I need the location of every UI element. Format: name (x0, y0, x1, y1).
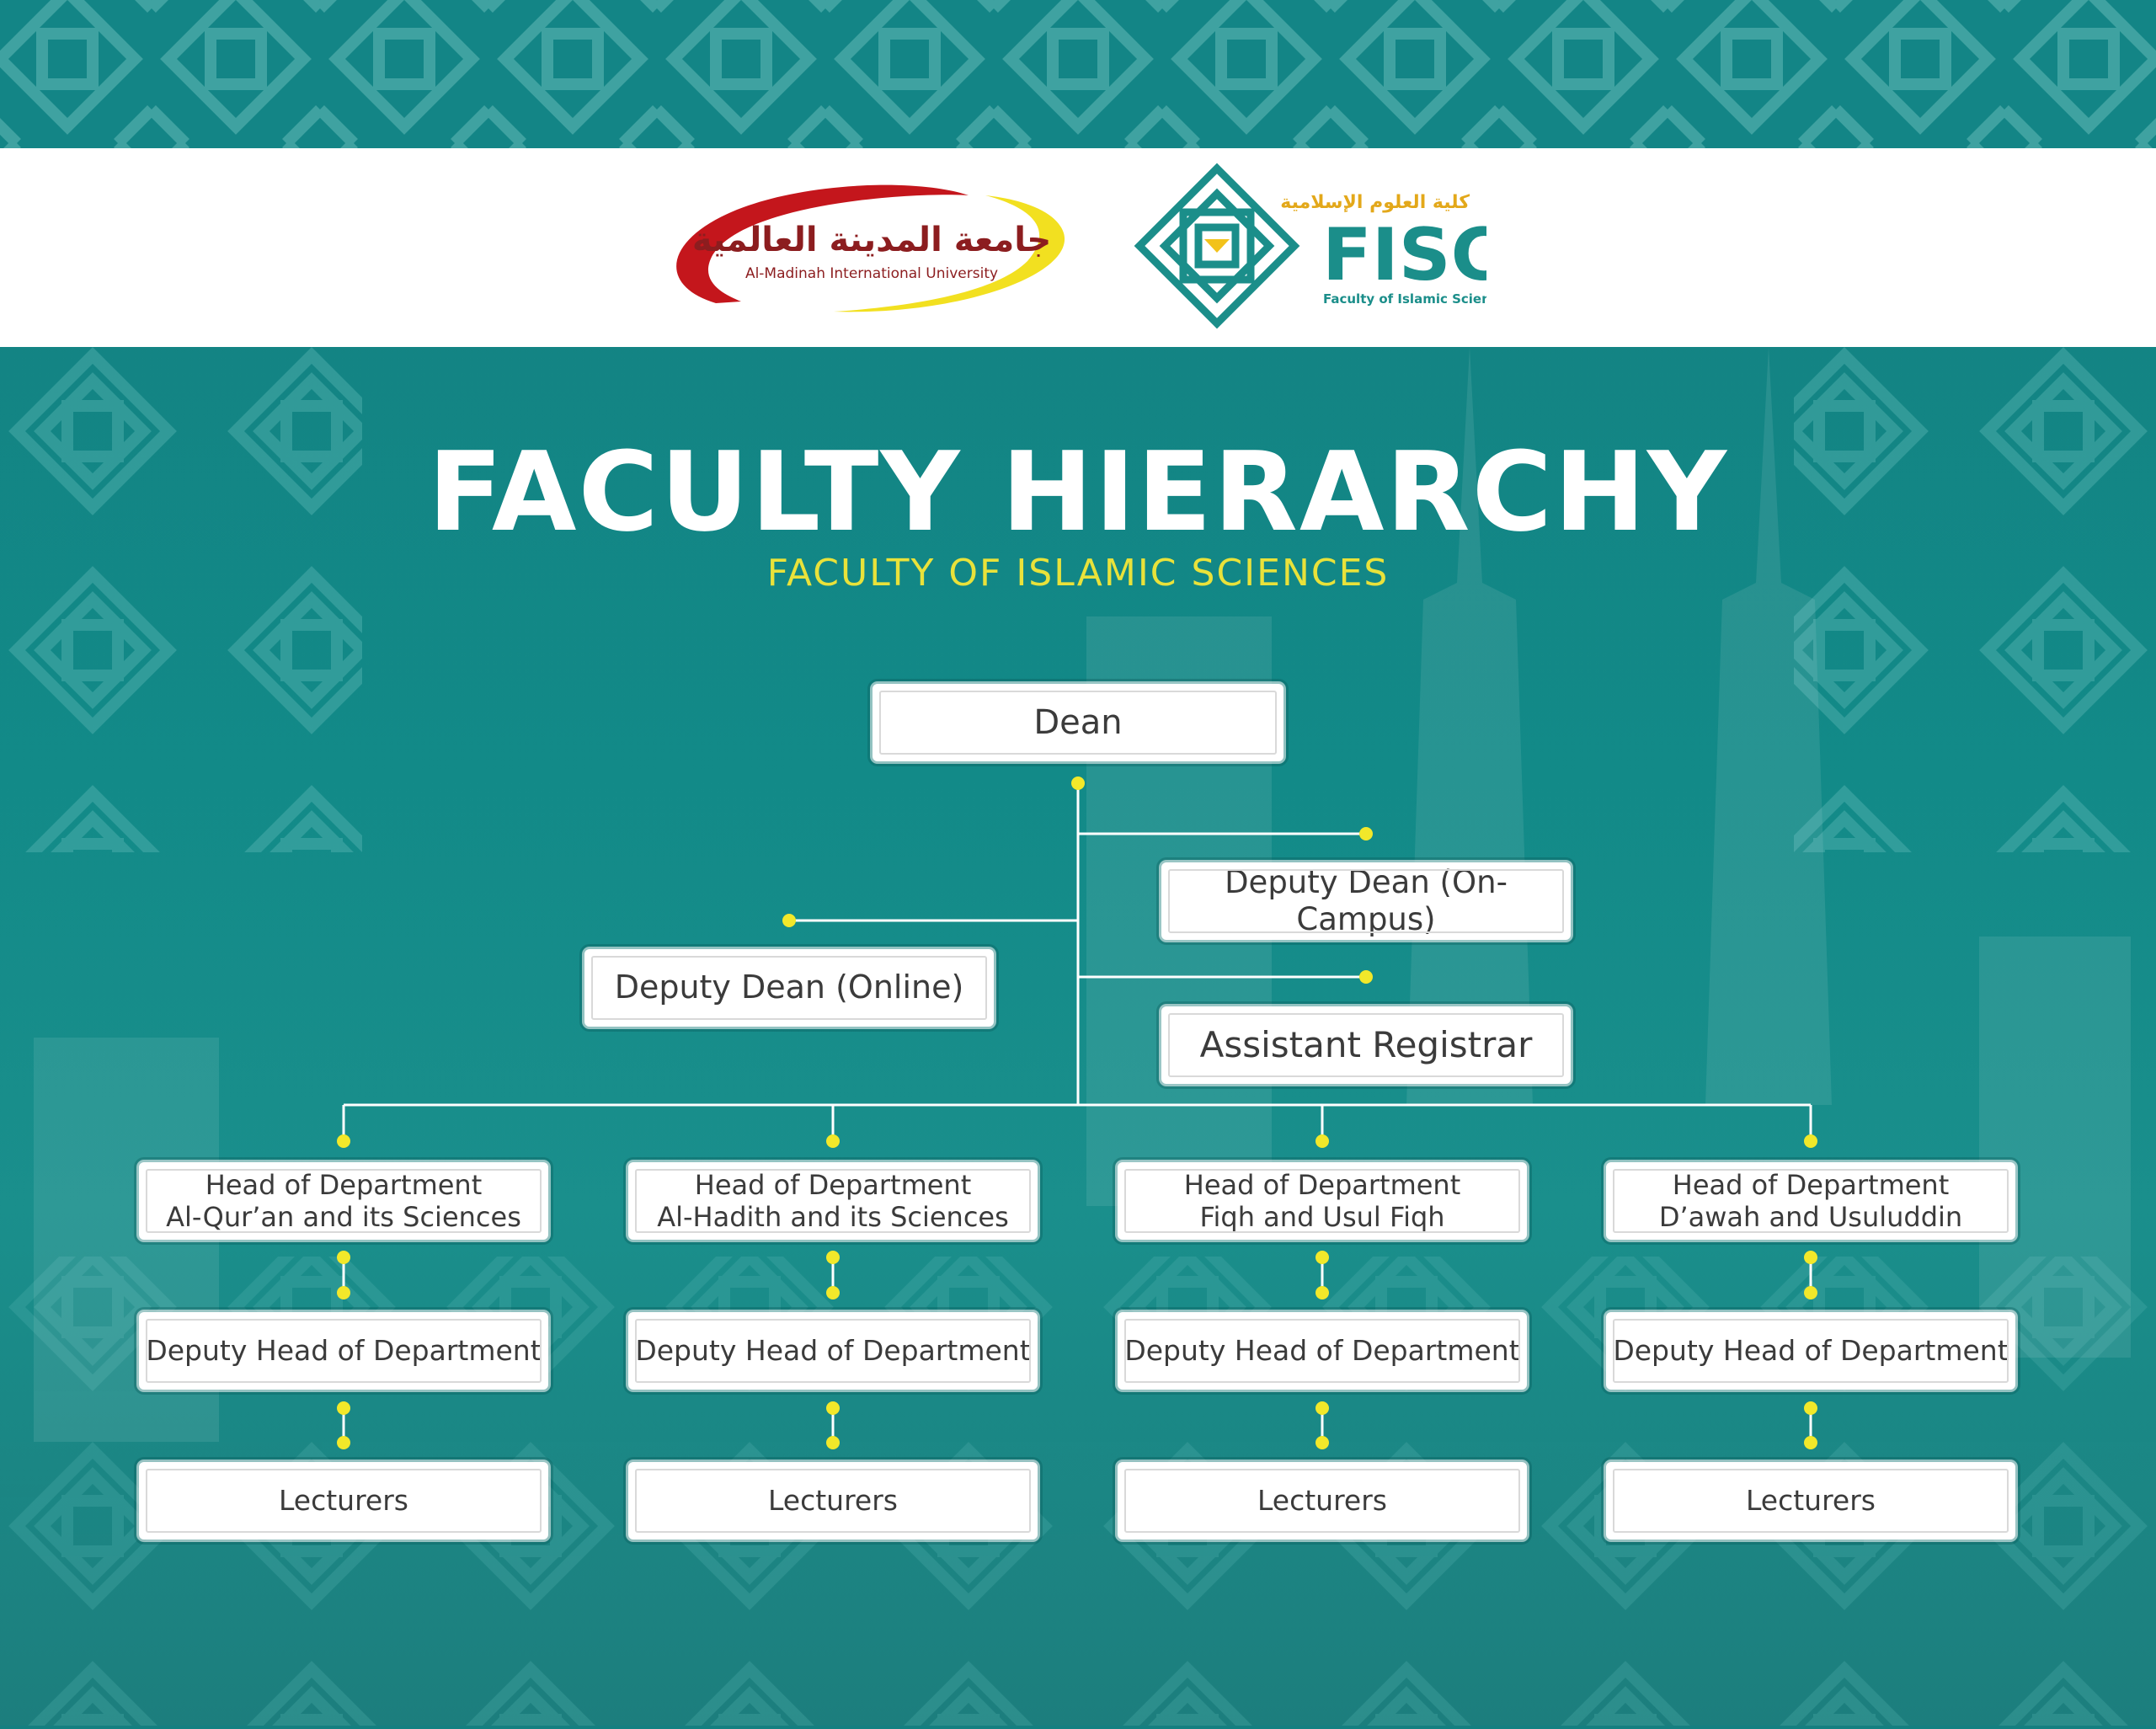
deputy-dean-on-campus-box (1161, 862, 1571, 940)
dean-box (873, 684, 1283, 761)
faculty-logo-english: Faculty of Islamic Scien (1323, 291, 1486, 307)
university-logo-english: Al-Madinah International University (744, 265, 999, 282)
lecturers-box (139, 1462, 548, 1540)
head-of-department-box (139, 1162, 548, 1240)
lecturers-box (1118, 1462, 1527, 1540)
deputy-dean-online-box (584, 949, 994, 1027)
page-subtitle: FACULTY OF ISLAMIC SCIENCES (766, 552, 1390, 595)
deputy-head-of-department-box (1606, 1312, 2015, 1390)
lecturers-box (1606, 1462, 2015, 1540)
deputy-dean-on-campus-label: Deputy Dean (On-Campus) (1225, 863, 1508, 937)
department-name: Fiqh and Usul Fiqh (1199, 1201, 1445, 1233)
deputy-head-of-department-box (139, 1312, 548, 1390)
head-of-department-box (628, 1162, 1038, 1240)
lecturers-label: Lecturers (278, 1484, 408, 1518)
assistant-registrar-box (1161, 1006, 1571, 1084)
head-of-department-title: Head of Department (1183, 1168, 1461, 1201)
university-logo-arabic: جامعة المدينة العالمية (691, 221, 1052, 259)
assistant-registrar-label: Assistant Registrar (1199, 1023, 1533, 1065)
deputy-dean-online-label: Deputy Dean (Online) (614, 969, 964, 1006)
page-title: FACULTY HIERARCHY (428, 428, 1728, 556)
head-of-department-title: Head of Department (1672, 1168, 1950, 1201)
head-of-department-box (1606, 1162, 2015, 1240)
deputy-head-label: Deputy Head of Department (1613, 1334, 2009, 1368)
deputy-head-label: Deputy Head of Department (1124, 1334, 1520, 1368)
lecturers-label: Lecturers (1257, 1484, 1387, 1518)
faculty-logo-acronym: FISC (1322, 213, 1486, 297)
deputy-head-of-department-box (1118, 1312, 1527, 1390)
head-of-department-box (1118, 1162, 1527, 1240)
deputy-head-label: Deputy Head of Department (146, 1334, 542, 1368)
dean-label: Dean (1033, 703, 1123, 742)
head-of-department-title: Head of Department (205, 1168, 483, 1201)
department-name: D’awah and Usuluddin (1658, 1201, 1963, 1233)
head-of-department-title: Head of Department (694, 1168, 972, 1201)
deputy-head-of-department-box (628, 1312, 1038, 1390)
lecturers-label: Lecturers (1745, 1484, 1876, 1518)
department-name: Al-Qur’an and its Sciences (166, 1201, 521, 1233)
deputy-head-label: Deputy Head of Department (635, 1334, 1031, 1368)
lecturers-box (628, 1462, 1038, 1540)
department-name: Al-Hadith and its Sciences (657, 1201, 1009, 1233)
lecturers-label: Lecturers (767, 1484, 898, 1518)
faculty-logo-arabic: كلية العلوم الإسلامية (1280, 192, 1470, 213)
